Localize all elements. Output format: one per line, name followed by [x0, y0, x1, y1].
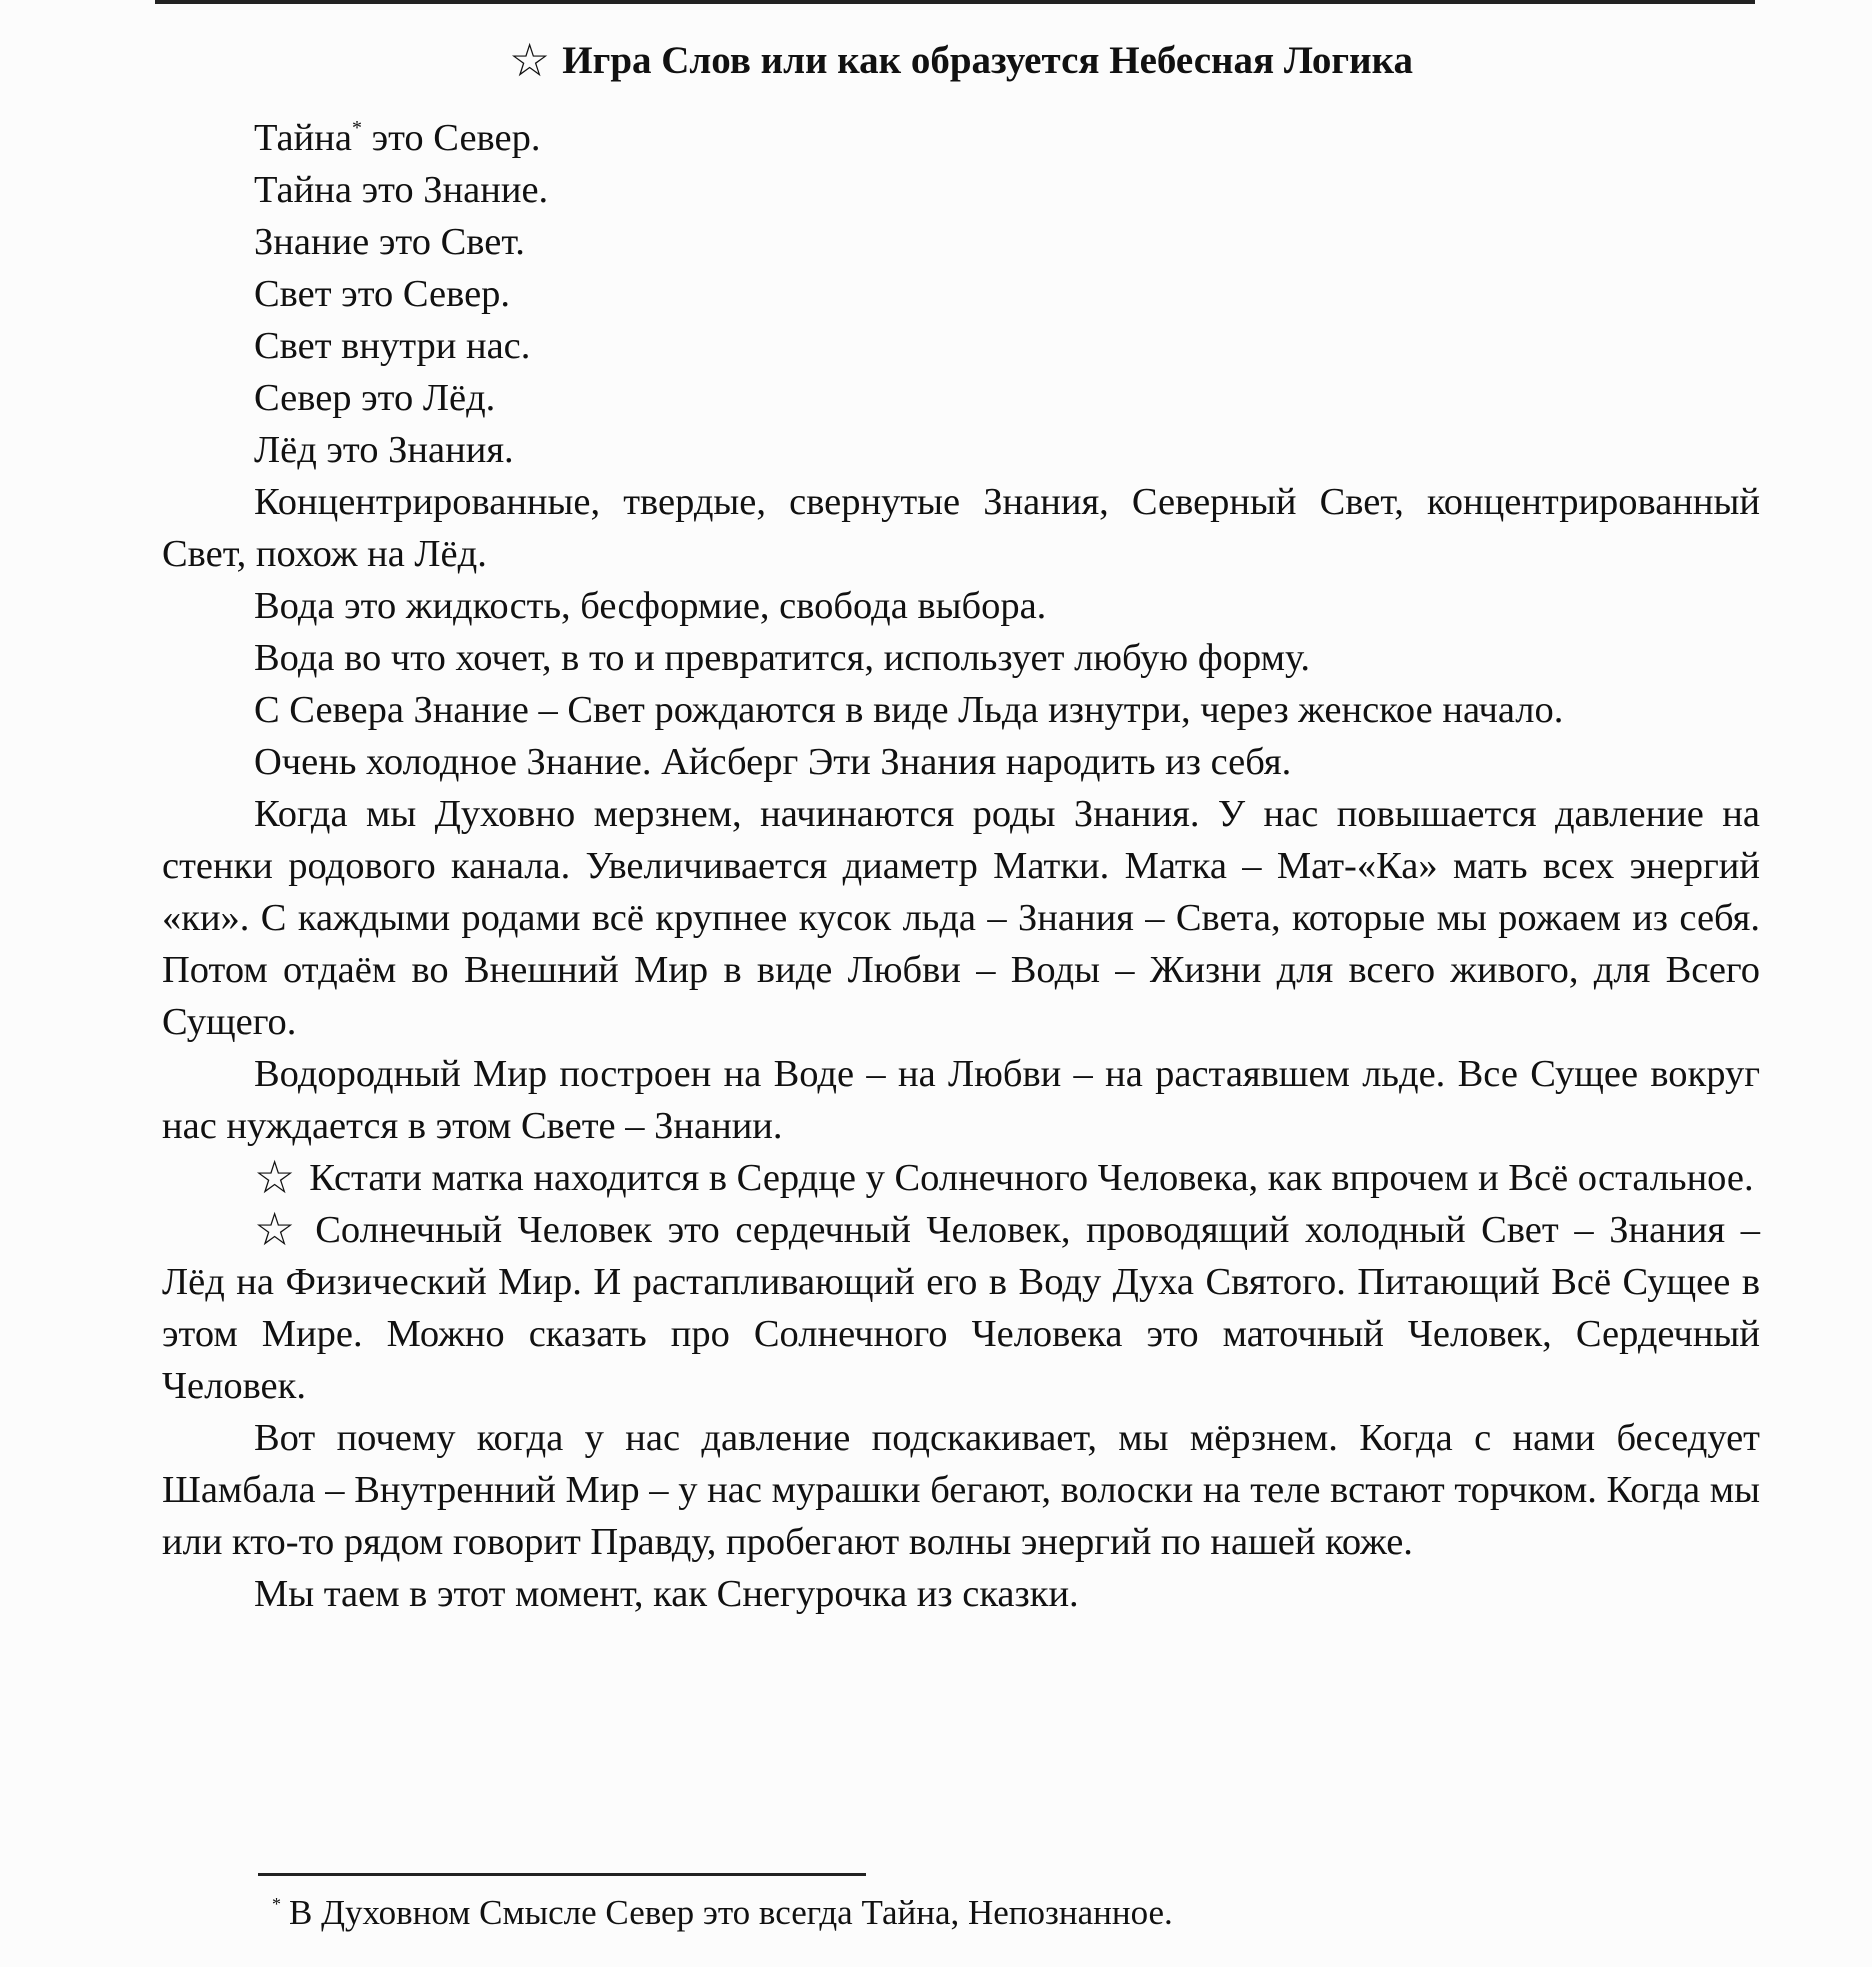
title-text: Игра Слов или как образуется Небесная Логика	[562, 39, 1413, 82]
paragraph-1: Концентрированные, твердые, свернутые Знания, Северный Свет, концентрированный Свет, похож на Лёд.	[162, 481, 1760, 575]
footnote-marker: *	[351, 117, 362, 139]
paragraph-10: Вот почему когда у нас давление подскакивает, мы мёрзнем. Когда с нами беседует Шамбала – Внутренний Мир – у нас мурашки бегают, волоски на теле встают торчком. Когда мы или кто-то рядом говорит Правду, пробегают волны энергий по нашей коже.	[162, 1417, 1760, 1563]
line-1-text: Тайна	[254, 117, 352, 159]
footnote-mark: *	[272, 1894, 281, 1914]
paragraph-8-text: Кстати матка находится в Сердце у Солнечного Человека, как впрочем и Всё остальное.	[309, 1157, 1754, 1199]
top-rule	[155, 0, 1755, 4]
star-icon: ☆	[254, 1152, 296, 1203]
paragraph-5: Очень холодное Знание. Айсберг Эти Знания народить из себя.	[254, 741, 1292, 783]
main-text	[162, 28, 1760, 1620]
line-2: Тайна это Знание.	[254, 169, 549, 211]
line-1-rest: это Север.	[361, 117, 541, 159]
paragraph-9-text: Солнечный Человек это сердечный Человек, проводящий холодный Свет – Знания – Лёд на Физический Мир. И растапливающий его в Воду Духа Святого. Питающий Всё Сущее в этом Мире. Можно сказать про Солнечного Человека это маточный Человек, Сердечный Человек.	[162, 1209, 1760, 1407]
paragraph-8	[162, 1152, 1760, 1204]
paragraph-2: Вода это жидкость, бесформие, свобода выбора.	[254, 585, 1047, 627]
line-3: Знание это Свет.	[254, 221, 525, 263]
line-6: Север это Лёд.	[254, 377, 496, 419]
footnote-text: В Духовном Смысле Север это всегда Тайна, Непознанное.	[289, 1893, 1173, 1932]
paragraph-3: Вода во что хочет, в то и превратится, использует любую форму.	[254, 637, 1311, 679]
star-icon: ☆	[509, 35, 551, 86]
paragraph-6: Когда мы Духовно мерзнем, начинаются роды Знания. У нас повышается давление на стенки родового канала. Увеличивается диаметр Матки. Матка – Мат-«Ка» мать всех энергий «ки». С каждыми родами всё крупнее кусок льда – Знания – Света, которые мы рожаем из себя. Потом отдаём во Внешний Мир в виде Любви – Воды – Жизни для всего живого, для Всего Сущего.	[162, 793, 1760, 1043]
paragraph-4: С Севера Знание – Свет рождаются в виде Льда изнутри, через женское начало.	[254, 689, 1564, 731]
line-1	[162, 112, 1760, 164]
star-icon: ☆	[254, 1204, 302, 1255]
paragraph-7: Водородный Мир построен на Воде – на Любви – на растаявшем льде. Все Сущее вокруг нас нуждается в этом Свете – Знании.	[162, 1053, 1760, 1147]
footnote	[272, 1891, 1173, 1935]
line-4: Свет это Север.	[254, 273, 511, 315]
line-7: Лёд это Знания.	[254, 429, 514, 471]
paragraph-9	[162, 1204, 1760, 1412]
footnote-rule	[258, 1873, 866, 1876]
paragraph-11: Мы таем в этот момент, как Снегурочка из сказки.	[254, 1573, 1079, 1615]
page-title	[162, 32, 1760, 90]
line-5: Свет внутри нас.	[254, 325, 531, 367]
